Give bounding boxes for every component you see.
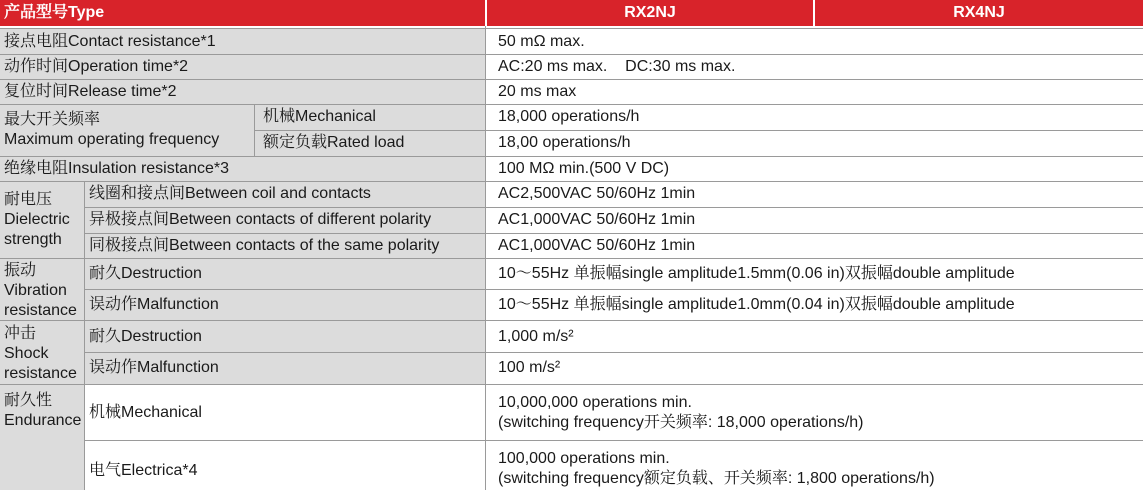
sub-label-shock-malfunction: 误动作Malfunction [85, 352, 485, 384]
sub-label-rated-load: 额定负载Rated load [255, 130, 485, 156]
row-label-endurance [0, 385, 84, 490]
value-endurance-electrical [486, 441, 1143, 490]
row-label-max-frequency [0, 104, 254, 156]
grid-line [0, 258, 1143, 259]
row-label-operation-time: 动作时间Operation time*2 [0, 54, 485, 79]
dielectric-label-en-2: strength [4, 230, 62, 248]
grid-line [0, 320, 1143, 321]
value-vibration-destruction: 10～55Hz 单振幅single amplitude1.5mm(0.06 in)双振幅double amplitude [486, 258, 1143, 289]
row-value-insulation: 100 MΩ min.(500 V DC) [486, 156, 1143, 181]
shock-label-en-1: Shock [4, 345, 49, 362]
grid-line [84, 440, 1143, 441]
header-model-rx2nj: RX2NJ [487, 0, 813, 26]
row-label-dielectric [0, 181, 84, 258]
grid-line [84, 233, 1143, 234]
shock-label-cn: 冲击 [4, 325, 37, 342]
row-label-release-time: 复位时间Release time*2 [0, 79, 485, 104]
sub-label-diff-polarity: 异极接点间Between contacts of different polarity [85, 207, 485, 233]
grid-line [0, 156, 1143, 157]
grid-line [0, 384, 1143, 385]
row-label-shock [0, 321, 84, 384]
endurance-label-en: Endurance [4, 412, 82, 429]
value-freq-mechanical: 18,000 operations/h [486, 104, 1143, 130]
dielectric-label-cn: 耐电压 [4, 190, 53, 208]
value-coil-contacts: AC2,500VAC 50/60Hz 1min [486, 181, 1143, 207]
grid-line [84, 289, 1143, 290]
endurance-mechanical-line2: (switching frequency开关频率: 18,000 operations/h) [498, 413, 864, 431]
value-shock-destruction: 1,000 m/s² [486, 321, 1143, 352]
sub-label-coil-contacts: 线圈和接点间Between coil and contacts [85, 181, 485, 207]
row-value-release-time: 20 ms max [486, 79, 1143, 104]
endurance-label-cn: 耐久性 [4, 392, 53, 409]
max-frequency-label-en: Maximum operating frequency [4, 131, 220, 148]
dielectric-label-en-1: Dielectric [4, 210, 70, 228]
grid-line [0, 181, 1143, 182]
grid-line [84, 181, 85, 490]
header-divider [485, 0, 487, 26]
grid-line [254, 104, 255, 156]
value-diff-polarity: AC1,000VAC 50/60Hz 1min [486, 207, 1143, 233]
vibration-label-cn: 振动 [4, 262, 37, 279]
grid-line [0, 54, 1143, 55]
grid-line [254, 130, 1143, 131]
sub-label-mechanical: 机械Mechanical [255, 104, 485, 130]
max-frequency-label-cn: 最大开关频率 [4, 111, 101, 128]
row-label-insulation: 绝缘电阻Insulation resistance*3 [0, 156, 485, 181]
header-type-label: 产品型号Type [0, 0, 485, 26]
endurance-electrical-line2: (switching frequency额定负载、开关频率: 1,800 operations/h) [498, 469, 935, 487]
grid-line [0, 79, 1143, 80]
sub-label-shock-destruction: 耐久Destruction [85, 321, 485, 352]
row-label-vibration [0, 258, 84, 320]
grid-line [84, 352, 1143, 353]
row-value-contact-resistance: 50 mΩ max. [486, 29, 1143, 54]
header-model-rx4nj: RX4NJ [815, 0, 1143, 26]
vibration-label-en-2: resistance [4, 302, 77, 319]
header-divider [813, 0, 815, 26]
sub-label-vibration-malfunction: 误动作Malfunction [85, 289, 485, 320]
value-shock-malfunction: 100 m/s² [486, 352, 1143, 384]
sub-label-same-polarity: 同极接点间Between contacts of the same polarity [85, 233, 485, 258]
value-endurance-mechanical [486, 385, 1143, 440]
sub-label-endurance-mechanical: 机械Mechanical [85, 385, 485, 440]
row-value-operation-time: AC:20 ms max. DC:30 ms max. [486, 54, 1143, 79]
shock-label-en-2: resistance [4, 365, 77, 382]
grid-line [0, 104, 1143, 105]
grid-line [485, 26, 486, 490]
endurance-electrical-line1: 100,000 operations min. [498, 449, 670, 467]
row-label-contact-resistance: 接点电阻Contact resistance*1 [0, 29, 485, 54]
grid-line [84, 207, 1143, 208]
sub-label-endurance-electrical: 电气Electrica*4 [85, 441, 485, 490]
endurance-mechanical-line1: 10,000,000 operations min. [498, 393, 692, 411]
grid-line [0, 28, 1143, 29]
value-freq-rated-load: 18,00 operations/h [486, 130, 1143, 156]
vibration-label-en-1: Vibration [4, 282, 67, 299]
value-same-polarity: AC1,000VAC 50/60Hz 1min [486, 233, 1143, 258]
value-vibration-malfunction: 10～55Hz 单振幅single amplitude1.0mm(0.04 in)双振幅double amplitude [486, 289, 1143, 320]
sub-label-vibration-destruction: 耐久Destruction [85, 258, 485, 289]
